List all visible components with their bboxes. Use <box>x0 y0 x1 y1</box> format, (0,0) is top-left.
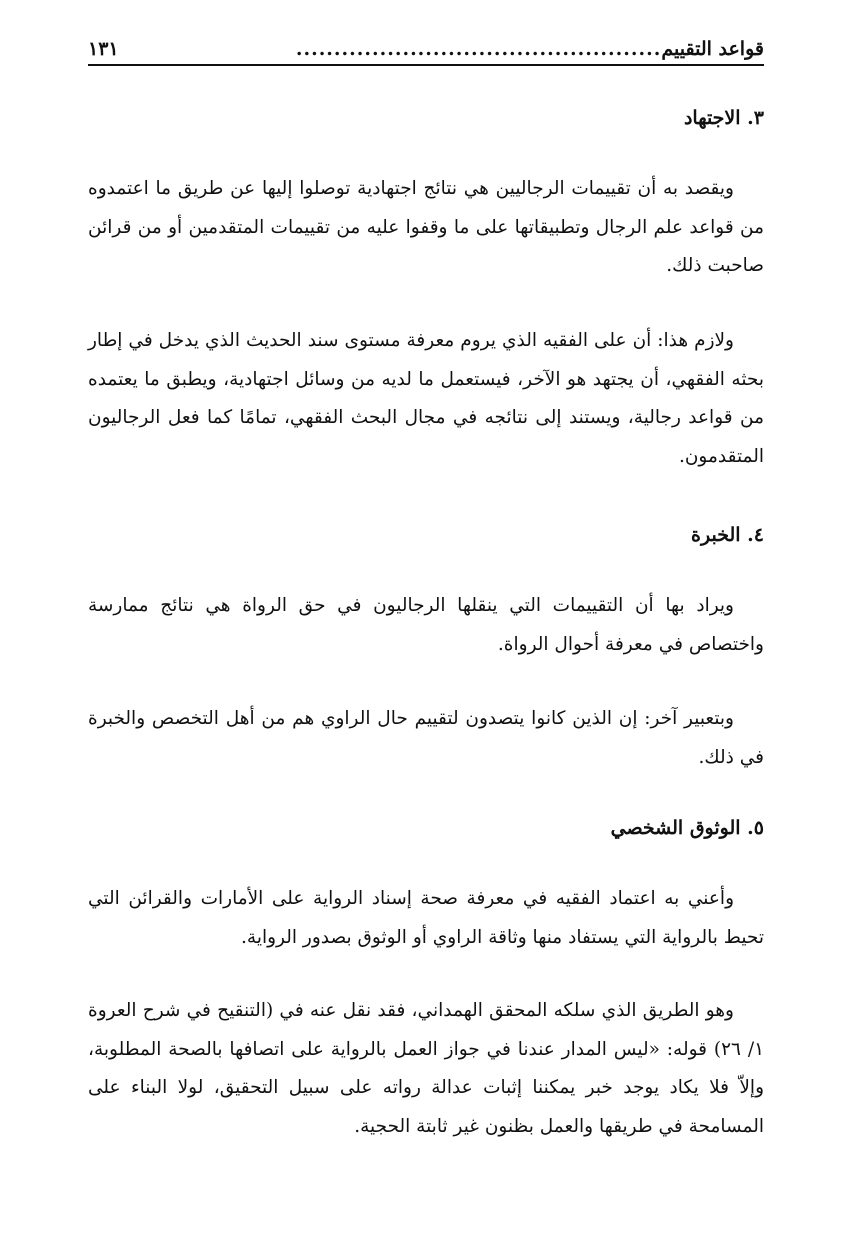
running-header <box>88 30 764 66</box>
section-heading-ijtihad: ٣. الاجتهاد <box>683 107 764 129</box>
page-number: ١٣١ <box>88 38 119 60</box>
paragraph-wuthuq-definition: وأعني به اعتماد الفقيه في معرفة صحة إسناد الرواية على الأمارات والقرائن التي تحيط بالرواية التي يستفاد منها وثاقة الراوي أو الوثوق بصدور الرواية. <box>88 888 764 948</box>
section-heading-wuthuq: ٥. الوثوق الشخصي <box>610 817 764 839</box>
paragraph-khibra-restatement: وبتعبير آخر: إن الذين كانوا يتصدون لتقييم حال الراوي هم من أهل التخصص والخبرة في ذلك. <box>88 708 764 768</box>
paragraph-khibra-definition: ويراد بها أن التقييمات التي ينقلها الرجاليون في حق الرواة هي نتائج ممارسة واختصاص في معرفة أحوال الرواة. <box>88 595 764 655</box>
paragraph-ijtihad-implication: ولازم هذا: أن على الفقيه الذي يروم معرفة مستوى سند الحديث الذي يدخل في إطار بحثه الفقهي، أن يجتهد هو الآخر، فيستعمل ما لديه من وسائل اجتهادية، ويطبق ما يعتمده من قواعد رجالية، ويستند إلى نتائجه في مجال البحث الفقهي، تمامًا كما فعل الرجاليون المتقدمون. <box>88 330 764 467</box>
header-leader-dots: ................................................ <box>295 38 662 60</box>
header-title: قواعد التقييم <box>661 38 764 60</box>
section-heading-khibra: ٤. الخبرة <box>691 524 764 546</box>
book-page <box>88 30 764 66</box>
paragraph-wuthuq-hamadani-quote: وهو الطريق الذي سلكه المحقق الهمداني، فقد نقل عنه في (التنقيح في شرح العروة ١/ ٢٦) قوله: «ليس المدار عندنا في جواز العمل بالرواية على اتصافها بالصحة المطلوبة، وإلاّ فلا يكاد يوجد خبر يمكننا إثبات عدالة رواته على سبيل التحقيق، لولا البناء على المسامحة في طريقها والعمل بظنون غير ثابتة الحجية. <box>88 1000 764 1137</box>
header-title-group <box>119 34 764 64</box>
paragraph-ijtihad-definition: ويقصد به أن تقييمات الرجاليين هي نتائج اجتهادية توصلوا إليها عن طريق ما اعتمدوه من قواعد علم الرجال وتطبيقاتها على ما وقفوا عليه من تقييمات المتقدمين أو من قرائن صاحبت ذلك. <box>88 178 764 276</box>
